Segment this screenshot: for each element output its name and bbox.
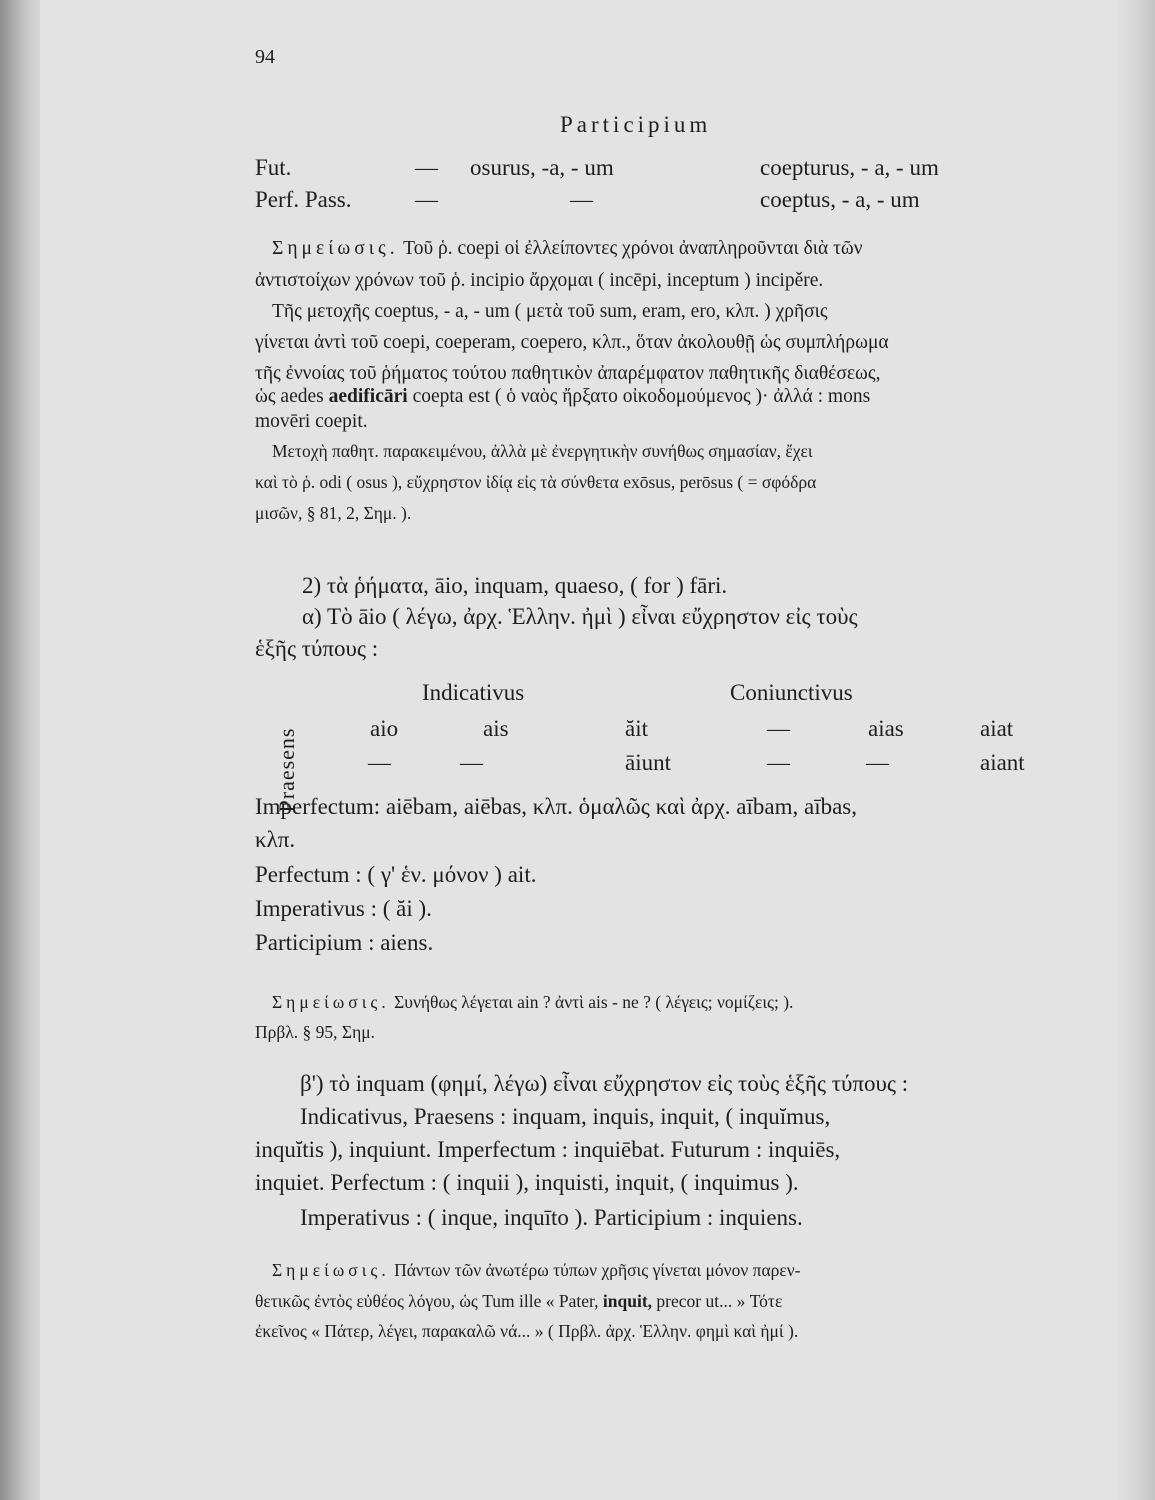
inquam-line3: inquĭtis ), inquiunt. Imperfectum : inquiēbat. Futurum : inquiēs,: [255, 1137, 841, 1162]
perf-pass-label: Perf. Pass.: [255, 187, 352, 212]
table-r1-c1: aio: [370, 716, 399, 741]
table-r2-c4: —: [767, 750, 790, 775]
note1-line7: movēri coepit.: [255, 411, 368, 432]
note1-line4: γίνεται ἀντὶ τοῦ coepi, coeperam, coepero, κλπ., ὅταν ἀκολουθῇ ὡς συμπλήρωμα: [255, 332, 889, 353]
note1-line6-bold: aedificāri: [328, 386, 408, 407]
table-r2-c3: āiunt: [625, 750, 671, 775]
sec2-line1: 2) τὰ ῥήματα, āio, inquam, quaeso, ( for ) fāri.: [302, 573, 728, 598]
table-r1-c5: aias: [868, 716, 904, 741]
note4-line2-bold: inquit,: [602, 1291, 653, 1311]
note1-line2: ἀντιστοίχων χρόνων τοῦ ῥ. incipio ἄρχομαι ( incēpi, inceptum ) incipěre.: [255, 270, 824, 291]
note4-line3: ἐκεῖνος « Πάτερ, λέγει, παρακαλῶ νά... » ( Πρβλ. ἀρχ. Ἑλλην. φημὶ καὶ ἠμί ).: [255, 1321, 799, 1341]
table-r1-c3: ăit: [625, 716, 648, 741]
imperfectum-line2: κλπ.: [255, 827, 296, 852]
perf-pass-coeptus: coeptus, - a, - um: [760, 187, 920, 212]
fut-label: Fut.: [255, 155, 292, 180]
note4-label: Σημείωσις.: [272, 1260, 390, 1280]
inquam-line4: inquiet. Perfectum : ( inquii ), inquisti, inquit, ( inquimus ).: [255, 1170, 799, 1195]
note4-line2-c: precor ut... » Τότε: [656, 1291, 783, 1311]
table-r2-c2: —: [460, 750, 483, 775]
imperativus-line: Imperativus : ( ăi ).: [255, 896, 432, 921]
inquam-line2: Indicativus, Praesens : inquam, inquis, inquit, ( inquĭmus,: [300, 1104, 831, 1129]
note1-line1-text: Τοῦ ῥ. coepi οἱ ἐλλείποντες χρόνοι ἀναπληροῦνται διὰ τῶν: [403, 238, 863, 259]
praesens-text: Praesens: [274, 727, 299, 813]
perf-pass-dash: —: [415, 187, 438, 212]
table-r1-c4: —: [767, 716, 790, 741]
note3-line1-text: Συνήθως λέγεται ain ? ἀντὶ ais - ne ? ( λέγεις; νομίζεις; ).: [394, 992, 794, 1012]
table-r2-c1: —: [368, 750, 391, 775]
book-spine-shadow: [0, 0, 40, 1500]
note2-line2: καὶ τὸ ῥ. odi ( osus ), εὔχρηστον ἰδίᾳ εἰς τὰ σύνθετα exōsus, perōsus ( = σφόδρα: [255, 472, 817, 492]
page-number: 94: [255, 46, 275, 68]
section-heading: Participium: [560, 112, 712, 137]
sec2-line2: α) Τὸ āio ( λέγω, ἀρχ. Ἑλλην. ἠμὶ ) εἶναι εὔχρηστον εἰς τοὺς: [302, 604, 858, 629]
note4-line2-a: θετικῶς ἐντὸς εὐθέος λόγου, ὡς Tum ille « Pater,: [255, 1291, 599, 1311]
table-r1-c2: ais: [483, 716, 509, 741]
note1-label: Σημείωσις.: [272, 238, 399, 259]
note1-line6-c: coepta est ( ὁ ναὸς ἤρξατο οἰκοδομούμενος )· ἀλλά : mons: [412, 386, 871, 407]
perfectum-line: Perfectum : ( γ' ἑν. μόνον ) ait.: [255, 862, 537, 887]
fut-form-coepturus: coepturus, - a, - um: [760, 155, 939, 180]
sec2-line3: ἑξῆς τύπους :: [255, 636, 379, 661]
note2-line3: μισῶν, § 81, 2, Σημ. ).: [255, 503, 412, 523]
coniunctivus-header: Coniunctivus: [730, 680, 853, 705]
imperfectum-line1: Imperfectum: aiēbam, aiēbas, κλπ. ὁμαλῶς καὶ ἀρχ. aībam, aības,: [255, 794, 857, 819]
indicativus-header: Indicativus: [422, 680, 525, 705]
participium-line: Participium : aiens.: [255, 930, 434, 955]
note4-line2: [255, 1291, 782, 1312]
note3-line1: [272, 992, 793, 1013]
note1-line6: [255, 386, 870, 408]
note4-line1: [272, 1260, 800, 1281]
note3-label: Σημείωσις.: [272, 992, 390, 1012]
inquam-line1: β') τὸ inquam (φημί, λέγω) εἶναι εὔχρηστον εἰς τοὺς ἑξῆς τύπους :: [300, 1071, 909, 1096]
note1-line5: τῆς ἐννοίας τοῦ ῥήματος τούτου παθητικὸν ἀπαρέμφατον παθητικῆς διαθέσεως,: [255, 363, 881, 384]
note3-line2: Πρβλ. § 95, Σημ.: [255, 1022, 375, 1042]
fut-form-osurus: osurus, -a, - um: [470, 155, 614, 180]
note1-line3: Τῆς μετοχῆς coeptus, - a, - um ( μετὰ τοῦ sum, eram, ero, κλπ. ) χρῆσις: [272, 301, 828, 322]
note2-line1: Μετοχὴ παθητ. παρακειμένου, ἀλλὰ μὲ ἐνεργητικὴν συνήθως σημασίαν, ἔχει: [272, 441, 813, 461]
page-edge-shadow: [1115, 0, 1155, 1500]
perf-pass-empty: —: [570, 187, 593, 212]
inquam-line5: Imperativus : ( inque, inquīto ). Participium : inquiens.: [300, 1205, 803, 1230]
table-r2-c5: —: [866, 750, 889, 775]
table-r1-c6: aiat: [980, 716, 1014, 741]
note1-line1: [272, 238, 863, 260]
table-r2-c6: aiant: [980, 750, 1025, 775]
note1-line6-a: ὡς aedes: [255, 386, 324, 407]
fut-dash: —: [415, 155, 438, 180]
note4-line1-text: Πάντων τῶν ἀνωτέρω τύπων χρῆσις γίνεται μόνον παρεν-: [394, 1260, 801, 1280]
